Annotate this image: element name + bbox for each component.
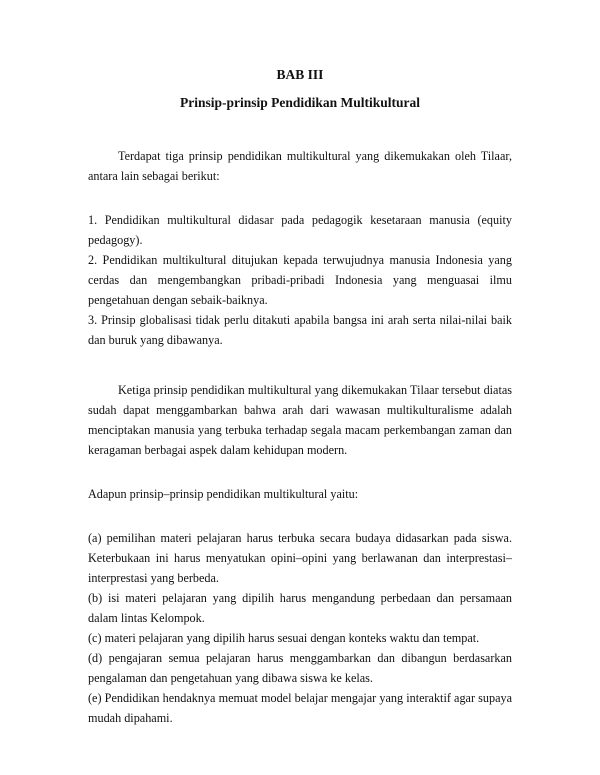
summary-paragraph: Ketiga prinsip pendidikan multikultural yang dikemukakan Tilaar tersebut diatas sudah dapat menggambarkan bahwa arah dari wawasan multikulturalisme adalah menciptakan manusia yang terbuka terhadap segala macam perkembangan zaman dan keragaman berbagai aspek dalam kehidupan modern. <box>88 383 512 457</box>
list-item: (b) isi materi pelajaran yang dipilih harus mengandung perbedaan dan persamaan dalam lintas Kelompok. <box>88 591 512 625</box>
intro-paragraph: Terdapat tiga prinsip pendidikan multikultural yang dikemukakan oleh Tilaar, antara lain sebagai berikut: <box>88 149 512 183</box>
list-item: (c) materi pelajaran yang dipilih harus sesuai dengan konteks waktu dan tempat. <box>88 631 480 645</box>
page-title: Prinsip-prinsip Pendidikan Multikultural <box>179 95 421 110</box>
chapter-heading: BAB III <box>276 67 324 82</box>
list-item: (d) pengajaran semua pelajaran harus menggambarkan dan dibangun berdasarkan pengalaman dan pengetahuan yang dibawa siswa ke kelas. <box>88 651 512 685</box>
list-intro: Adapun prinsip–prinsip pendidikan multikultural yaitu: <box>88 487 359 501</box>
principle-item: 3. Prinsip globalisasi tidak perlu ditakuti apabila bangsa ini arah serta nilai-nilai baik dan buruk yang dibawanya. <box>88 313 512 347</box>
page-content <box>88 66 512 728</box>
principle-item: 1. Pendidikan multikultural didasar pada pedagogik kesetaraan manusia (equity pedagogy). <box>88 213 512 247</box>
list-item: (e) Pendidikan hendaknya memuat model belajar mengajar yang interaktif agar supaya mudah dipahami. <box>88 691 512 725</box>
list-item: (a) pemilihan materi pelajaran harus terbuka secara budaya didasarkan pada siswa. Keterbukaan ini harus menyatukan opini–opini yang berlawanan dan interprestasi–interprestasi yang berbeda. <box>88 531 512 585</box>
principle-item: 2. Pendidikan multikultural ditujukan kepada terwujudnya manusia Indonesia yang cerdas dan mengembangkan pribadi-pribadi Indonesia yang menguasai ilmu pengetahuan dengan sebaik-baiknya. <box>88 253 512 307</box>
multicultural-principles-list <box>88 528 512 728</box>
principles-list <box>88 210 512 350</box>
